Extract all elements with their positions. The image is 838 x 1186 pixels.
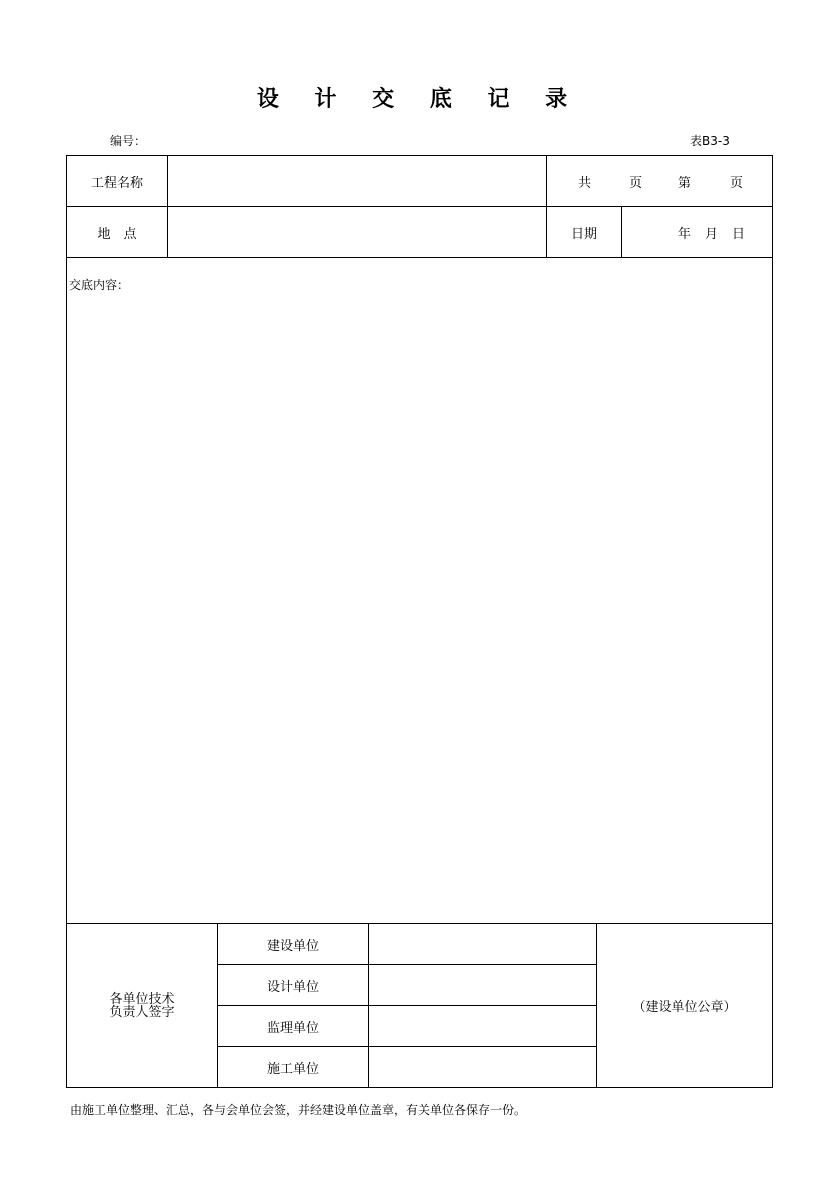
location-field[interactable] (168, 207, 546, 257)
date-label: 日期 (570, 226, 597, 242)
project-name-label: 工程名称 (90, 175, 143, 191)
project-name-field[interactable] (168, 156, 546, 206)
content-field[interactable] (70, 296, 768, 916)
signature-field-supervision[interactable] (369, 1006, 596, 1046)
page-total-label: 共 (578, 175, 592, 191)
content-label: 交底内容： (69, 278, 130, 292)
form-code: 表B3-3 (690, 134, 730, 148)
date-year-label: 年 (678, 226, 692, 242)
unit-contractor: 施工单位 (266, 1061, 319, 1077)
date-month-label: 月 (705, 226, 719, 242)
signatures-label: 各单位技术 负责人签字 (109, 991, 175, 1020)
unit-supervision: 监理单位 (266, 1020, 319, 1036)
page-no-label: 第 (678, 175, 692, 191)
footer-note: 由施工单位整理、汇总，各与会单位会签，并经建设单位盖章，有关单位各保存一份。 (70, 1103, 527, 1117)
page-title: 设 计 交 底 记 录 (256, 87, 582, 112)
doc-number-label: 编号： (110, 134, 147, 148)
signature-field-owner[interactable] (369, 924, 596, 964)
date-day-label: 日 (732, 226, 746, 242)
unit-design: 设计单位 (266, 979, 319, 995)
signature-field-contractor[interactable] (369, 1047, 596, 1087)
unit-construction-owner: 建设单位 (266, 938, 319, 954)
page-unit-label: 页 (629, 175, 643, 191)
signature-field-design[interactable] (369, 965, 596, 1005)
location-label: 地 点 (97, 226, 137, 242)
date-field[interactable] (622, 207, 772, 257)
seal-area: （建设单位公章） (632, 1000, 737, 1015)
page-count (547, 156, 772, 206)
page-unit-label-2: 页 (730, 175, 744, 191)
